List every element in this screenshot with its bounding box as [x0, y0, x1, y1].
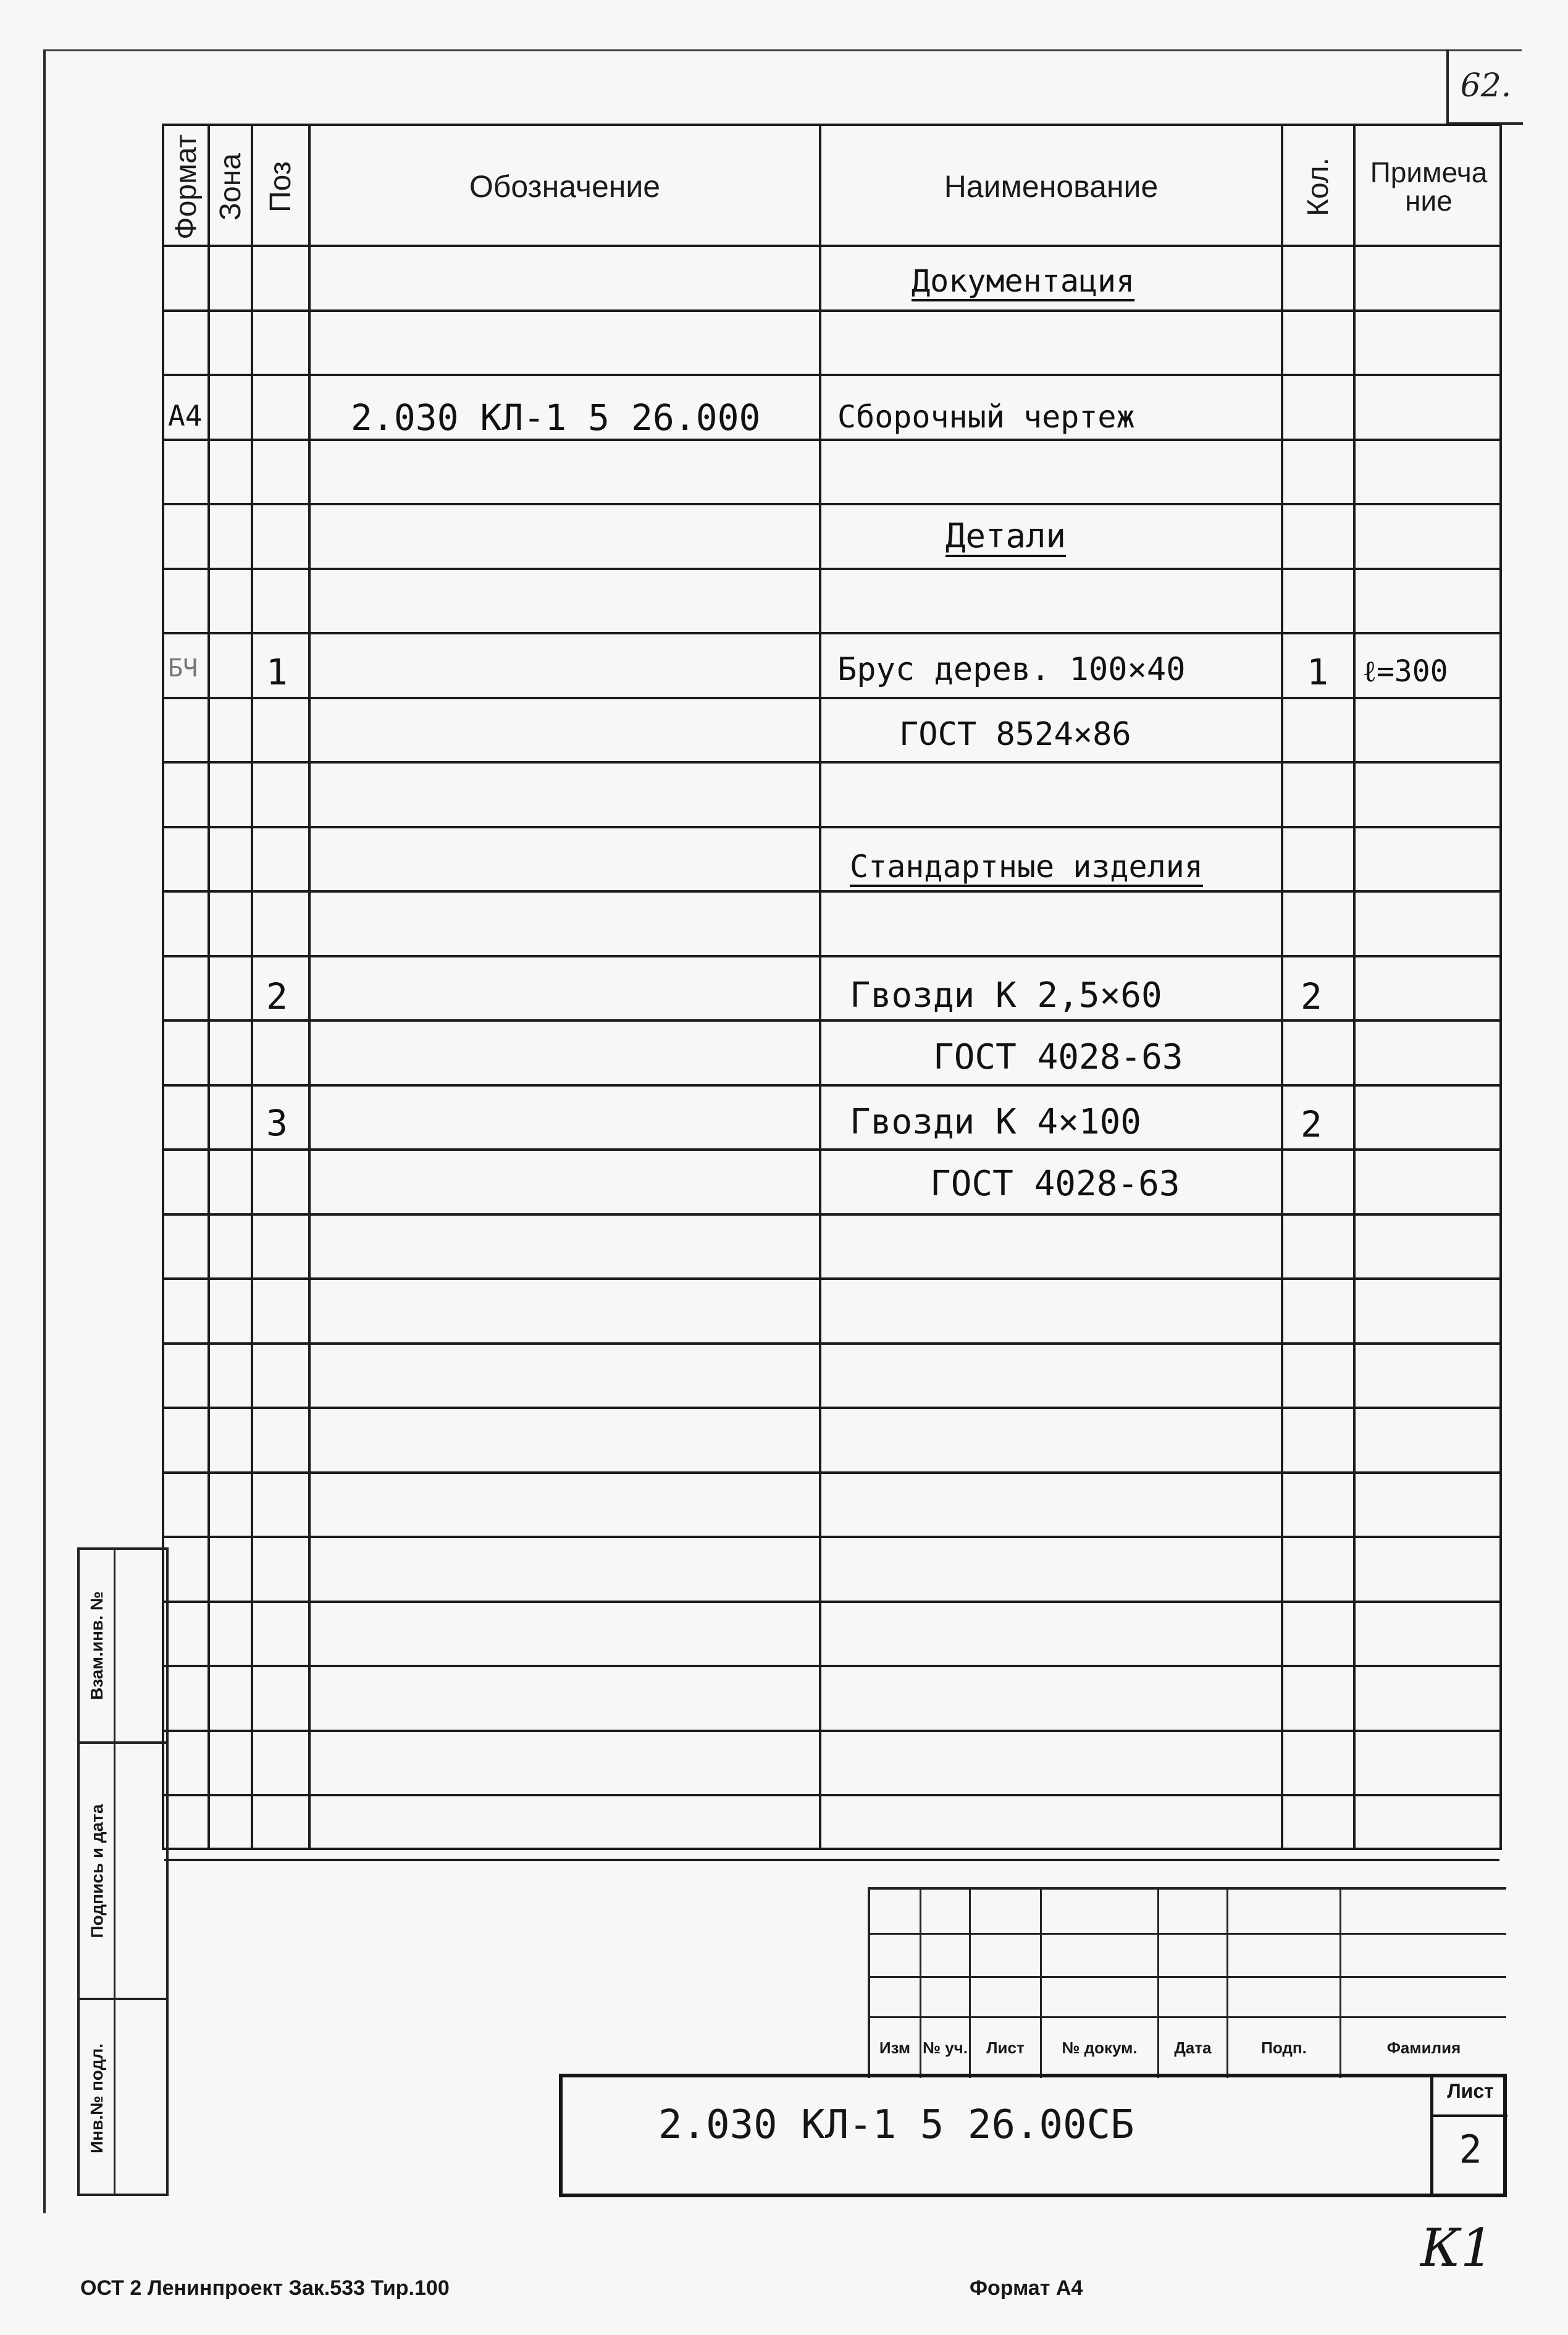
row-1-format: БЧ	[168, 654, 198, 683]
table-row-line	[164, 826, 1499, 828]
table-row-line	[164, 632, 1499, 634]
row-2-name: Гвозди К 2,5×60	[850, 975, 1162, 1016]
section-standard-items: Стандартные изделия	[850, 849, 1203, 885]
row-2-quantity: 2	[1301, 975, 1322, 1017]
table-row-line	[164, 1601, 1499, 1603]
table-row-line	[164, 1859, 1499, 1861]
table-row-line	[164, 761, 1499, 764]
header-quantity: Кол.	[1301, 157, 1335, 216]
table-row-line	[164, 1019, 1499, 1022]
header-name: Наименование	[944, 169, 1159, 204]
header-note: Примечание	[1370, 156, 1488, 217]
table-row-line	[164, 439, 1499, 441]
table-row-line	[164, 1730, 1499, 1732]
row-2-position: 2	[266, 975, 288, 1017]
row-1-standard: ГОСТ 8524×86	[899, 716, 1131, 753]
document-designation: 2.030 КЛ-1 5 26.00СБ	[658, 2102, 1134, 2148]
table-row-line	[164, 1342, 1499, 1345]
table-row-line	[164, 697, 1499, 699]
sheet-value: 2	[1459, 2127, 1482, 2172]
left-side-strip	[77, 1547, 169, 2196]
table-row-line	[164, 245, 1499, 247]
table-row-line	[164, 309, 1499, 312]
row-1-note: ℓ=300	[1362, 654, 1448, 689]
title-block-main	[559, 2074, 1507, 2197]
tb-col-sheet: Лист	[986, 2038, 1025, 2057]
row-drawing-format: А4	[168, 399, 203, 432]
table-row-line	[164, 890, 1499, 893]
row-1-quantity: 1	[1307, 651, 1328, 693]
section-details: Детали	[945, 516, 1067, 555]
label-inventory-original: Инв.№ подл.	[87, 2043, 107, 2153]
table-row-line	[164, 568, 1499, 570]
sheet-cell	[1430, 2077, 1507, 2194]
table-row-line	[164, 1277, 1499, 1280]
row-3-standard: ГОСТ 4028-63	[930, 1164, 1180, 1204]
row-3-name: Гвозди К 4×100	[850, 1102, 1142, 1142]
tb-col-document: № докум.	[1062, 2038, 1138, 2057]
tb-col-date: Дата	[1174, 2038, 1212, 2057]
title-block-table	[868, 1887, 1506, 2078]
row-2-standard: ГОСТ 4028-63	[933, 1037, 1183, 1077]
tb-col-signature: Подп.	[1261, 2038, 1307, 2057]
table-row-line	[164, 1794, 1499, 1796]
table-row-line	[164, 1665, 1499, 1667]
header-designation: Обозначение	[469, 169, 661, 204]
table-row-line	[164, 1536, 1499, 1538]
table-row-line	[164, 1148, 1499, 1151]
specification-table	[162, 124, 1502, 1850]
label-signature-date: Подпись и дата	[87, 1804, 107, 1938]
table-row-line	[164, 1407, 1499, 1409]
table-row-line	[164, 503, 1499, 505]
label-replaced-inventory: Взам.инв. №	[87, 1591, 107, 1700]
header-position: Поз	[264, 161, 297, 212]
row-drawing-designation: 2.030 КЛ-1 5 26.000	[351, 397, 761, 439]
header-format: Формат	[169, 133, 203, 240]
tb-col-section: № уч.	[923, 2038, 968, 2057]
table-row-line	[164, 1213, 1499, 1216]
footer-format: Формат А4	[970, 2276, 1083, 2300]
handwritten-signature: К1	[1420, 2218, 1494, 2278]
footer-print-info: ОСТ 2 Ленинпроект Зак.533 Тир.100	[80, 2276, 450, 2300]
table-row-line	[164, 1471, 1499, 1474]
table-row-line	[164, 955, 1499, 957]
table-row-line	[164, 1084, 1499, 1087]
tb-col-surname: Фамилия	[1386, 2038, 1461, 2057]
table-row-line	[164, 374, 1499, 376]
section-documentation: Документация	[912, 263, 1135, 299]
row-3-position: 3	[266, 1102, 288, 1144]
header-zone: Зона	[214, 153, 247, 221]
row-1-position: 1	[266, 651, 288, 693]
row-1-name: Брус дерев. 100×40	[837, 651, 1186, 688]
row-3-quantity: 2	[1301, 1103, 1322, 1145]
row-drawing-name: Сборочный чертеж	[837, 399, 1135, 435]
sheet-number: 62.	[1446, 49, 1523, 125]
tb-col-change: Изм	[879, 2038, 911, 2057]
sheet-label: Лист	[1447, 2080, 1494, 2102]
